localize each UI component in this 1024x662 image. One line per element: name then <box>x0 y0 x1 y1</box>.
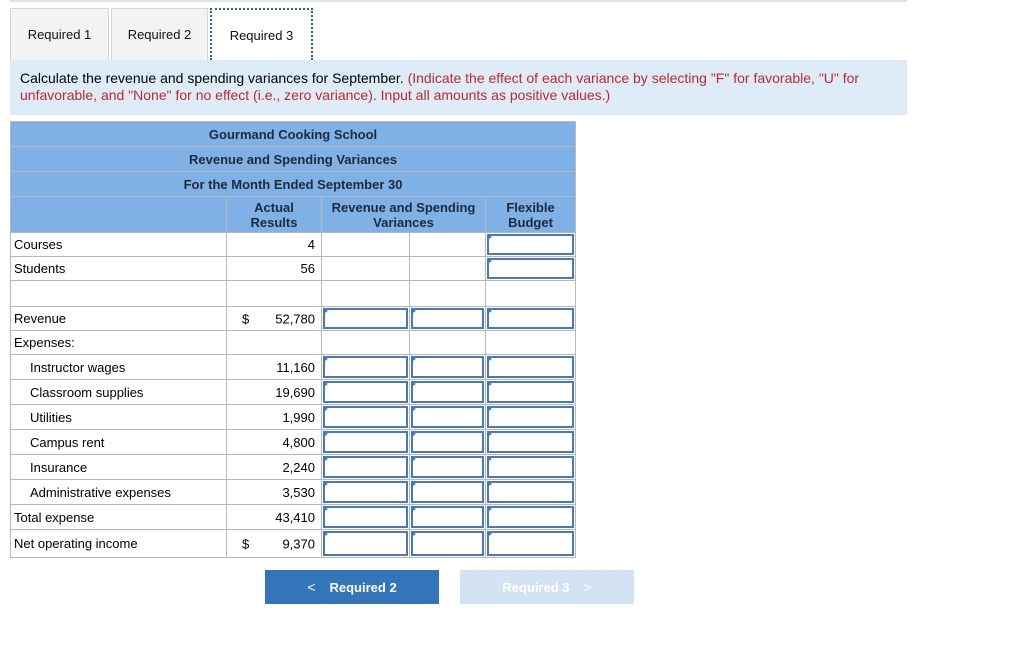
dropdown-marker-icon <box>487 456 492 462</box>
variance-amount-cell <box>322 405 410 430</box>
instructions-panel <box>10 60 907 115</box>
flexible-utilities-input[interactable] <box>487 406 574 428</box>
total-expense-effect-select[interactable] <box>411 506 484 528</box>
dropdown-marker-icon <box>487 234 492 240</box>
variance-amount-cell <box>322 257 410 281</box>
dropdown-marker-icon <box>323 506 328 512</box>
dropdown-marker-icon <box>411 356 416 362</box>
flexible-campus-rent-input[interactable] <box>487 431 574 453</box>
row-instructor-wages <box>11 355 576 380</box>
actual-value: 52,780 <box>275 311 315 326</box>
flexible-budget-cell <box>486 380 576 405</box>
variance-amount-cell <box>322 233 410 257</box>
flexible-budget-cell <box>486 233 576 257</box>
flexible-budget-cell <box>486 257 576 281</box>
row-label: Students <box>11 257 227 281</box>
variance-amount-cell <box>322 505 410 530</box>
flexible-insurance-input[interactable] <box>487 456 574 478</box>
variance-effect-cell <box>410 405 486 430</box>
previous-required-button[interactable] <box>265 570 439 604</box>
actual-value: 1,990 <box>227 405 322 430</box>
dropdown-marker-icon <box>411 308 416 314</box>
variance-effect-cell <box>410 257 486 281</box>
tab-required-2[interactable]: Required 2 <box>111 8 208 60</box>
variance-amount-cell <box>322 430 410 455</box>
row-label: Classroom supplies <box>11 380 227 405</box>
flexible-budget-cell <box>486 355 576 380</box>
row-administrative-expenses <box>11 480 576 505</box>
dropdown-marker-icon <box>487 481 492 487</box>
row-label: Administrative expenses <box>11 480 227 505</box>
currency-symbol: $ <box>242 311 250 326</box>
dropdown-marker-icon <box>411 481 416 487</box>
dropdown-marker-icon <box>323 531 328 537</box>
variance-effect-cell <box>410 233 486 257</box>
row-spacer <box>11 281 576 307</box>
variance-effect-cell <box>410 380 486 405</box>
variance-effect-cell <box>410 430 486 455</box>
blank-cell <box>322 331 410 355</box>
dropdown-marker-icon <box>323 406 328 412</box>
dropdown-marker-icon <box>411 431 416 437</box>
flexible-instructor-wages-input[interactable] <box>487 356 574 378</box>
administrative-effect-select[interactable] <box>411 481 484 503</box>
top-divider <box>10 0 907 2</box>
table-title-period: For the Month Ended September 30 <box>11 172 576 197</box>
actual-value: 4 <box>227 233 322 257</box>
next-button-label: Required 3 <box>502 579 570 595</box>
administrative-variance-input[interactable] <box>323 481 408 503</box>
flexible-budget-cell <box>486 405 576 430</box>
row-expenses-heading <box>11 331 576 355</box>
variance-effect-cell <box>410 455 486 480</box>
dropdown-marker-icon <box>487 406 492 412</box>
dropdown-marker-icon <box>411 406 416 412</box>
utilities-variance-input[interactable] <box>323 406 408 428</box>
row-label: Net operating income <box>11 530 227 558</box>
actual-cell <box>227 530 322 558</box>
variance-amount-cell <box>322 355 410 380</box>
flexible-budget-cell <box>486 455 576 480</box>
flexible-administrative-input[interactable] <box>487 481 574 503</box>
chevron-right-icon: > <box>583 579 592 595</box>
dropdown-marker-icon <box>323 381 328 387</box>
revenue-variance-input[interactable] <box>323 308 408 329</box>
dropdown-marker-icon <box>487 531 492 537</box>
instructions-note: (Indicate the effect of each variance by selecting "F" for favorable, "U" for unfavorable, and "None" for no effect (i.e., zero variance). Input all amounts as positive values.) <box>20 70 860 103</box>
tab-required-1[interactable]: Required 1 <box>10 8 109 60</box>
variance-amount-cell <box>322 530 410 558</box>
header-blank <box>11 197 227 233</box>
table-title-company: Gourmand Cooking School <box>11 122 576 147</box>
header-flexible-budget: Flexible Budget <box>486 197 576 233</box>
flexible-total-expense-input[interactable] <box>487 506 574 528</box>
flexible-budget-cell <box>486 480 576 505</box>
variance-amount-cell <box>322 380 410 405</box>
blank-cell <box>227 331 322 355</box>
dropdown-marker-icon <box>411 456 416 462</box>
row-label: Instructor wages <box>11 355 227 380</box>
dropdown-marker-icon <box>487 258 492 264</box>
flexible-students-input[interactable] <box>487 258 574 279</box>
header-variances: Revenue and Spending Variances <box>322 197 486 233</box>
row-label: Expenses: <box>11 331 227 355</box>
flexible-budget-cell <box>486 430 576 455</box>
variance-effect-cell <box>410 505 486 530</box>
actual-value: 43,410 <box>227 505 322 530</box>
flexible-budget-cell <box>486 307 576 331</box>
flexible-courses-input[interactable] <box>487 234 574 255</box>
chevron-left-icon: < <box>307 579 316 595</box>
revenue-effect-select[interactable] <box>411 308 484 329</box>
row-classroom-supplies <box>11 380 576 405</box>
row-courses <box>11 233 576 257</box>
actual-value: 19,690 <box>227 380 322 405</box>
row-campus-rent <box>11 430 576 455</box>
dropdown-marker-icon <box>487 308 492 314</box>
spacer-cell <box>322 281 410 307</box>
flexible-budget-cell <box>486 530 576 558</box>
row-utilities <box>11 405 576 430</box>
variance-effect-cell <box>410 355 486 380</box>
variance-effect-cell <box>410 307 486 331</box>
variance-effect-cell <box>410 480 486 505</box>
next-required-button <box>460 570 634 604</box>
row-label: Revenue <box>11 307 227 331</box>
dropdown-marker-icon <box>323 308 328 314</box>
flexible-classroom-supplies-input[interactable] <box>487 381 574 403</box>
utilities-effect-select[interactable] <box>411 406 484 428</box>
noi-variance-input[interactable] <box>323 531 408 556</box>
noi-effect-select[interactable] <box>411 531 484 556</box>
actual-value: 9,370 <box>282 536 315 551</box>
dropdown-marker-icon <box>487 431 492 437</box>
instructor-wages-variance-input[interactable] <box>323 356 408 378</box>
campus-rent-effect-select[interactable] <box>411 431 484 453</box>
instructor-wages-effect-select[interactable] <box>411 356 484 378</box>
instructions-text: Calculate the revenue and spending variances for September. <box>20 70 404 86</box>
classroom-supplies-variance-input[interactable] <box>323 381 408 403</box>
variance-table <box>10 121 576 558</box>
header-actual-results: Actual Results <box>227 197 322 233</box>
row-label: Total expense <box>11 505 227 530</box>
dropdown-marker-icon <box>411 531 416 537</box>
variance-amount-cell <box>322 307 410 331</box>
actual-value: 2,240 <box>227 455 322 480</box>
dropdown-marker-icon <box>487 506 492 512</box>
tab-bar <box>10 8 315 60</box>
actual-value: 11,160 <box>227 355 322 380</box>
row-insurance <box>11 455 576 480</box>
dropdown-marker-icon <box>411 381 416 387</box>
total-expense-variance-input[interactable] <box>323 506 408 528</box>
actual-value: 4,800 <box>227 430 322 455</box>
actual-value: 3,530 <box>227 480 322 505</box>
dropdown-marker-icon <box>411 506 416 512</box>
currency-symbol: $ <box>242 536 250 551</box>
blank-cell <box>410 331 486 355</box>
campus-rent-variance-input[interactable] <box>323 431 408 453</box>
dropdown-marker-icon <box>323 356 328 362</box>
insurance-variance-input[interactable] <box>323 456 408 478</box>
flexible-noi-input[interactable] <box>487 531 574 556</box>
spacer-cell <box>410 281 486 307</box>
row-net-operating-income <box>11 530 576 558</box>
dropdown-marker-icon <box>323 431 328 437</box>
row-students <box>11 257 576 281</box>
dropdown-marker-icon <box>323 481 328 487</box>
previous-button-label: Required 2 <box>329 579 397 595</box>
classroom-supplies-effect-select[interactable] <box>411 381 484 403</box>
tab-required-3[interactable]: Required 3 <box>210 8 313 60</box>
spacer-cell <box>11 281 227 307</box>
actual-cell <box>227 307 322 331</box>
dropdown-marker-icon <box>487 356 492 362</box>
dropdown-marker-icon <box>487 381 492 387</box>
row-label: Insurance <box>11 455 227 480</box>
row-label: Courses <box>11 233 227 257</box>
dropdown-marker-icon <box>323 456 328 462</box>
actual-value: 56 <box>227 257 322 281</box>
insurance-effect-select[interactable] <box>411 456 484 478</box>
spacer-cell <box>486 281 576 307</box>
flexible-revenue-input[interactable] <box>487 308 574 329</box>
variance-effect-cell <box>410 530 486 558</box>
row-revenue <box>11 307 576 331</box>
row-total-expense <box>11 505 576 530</box>
variance-amount-cell <box>322 480 410 505</box>
variance-amount-cell <box>322 455 410 480</box>
blank-cell <box>486 331 576 355</box>
table-title-report: Revenue and Spending Variances <box>11 147 576 172</box>
row-label: Utilities <box>11 405 227 430</box>
row-label: Campus rent <box>11 430 227 455</box>
flexible-budget-cell <box>486 505 576 530</box>
spacer-cell <box>227 281 322 307</box>
